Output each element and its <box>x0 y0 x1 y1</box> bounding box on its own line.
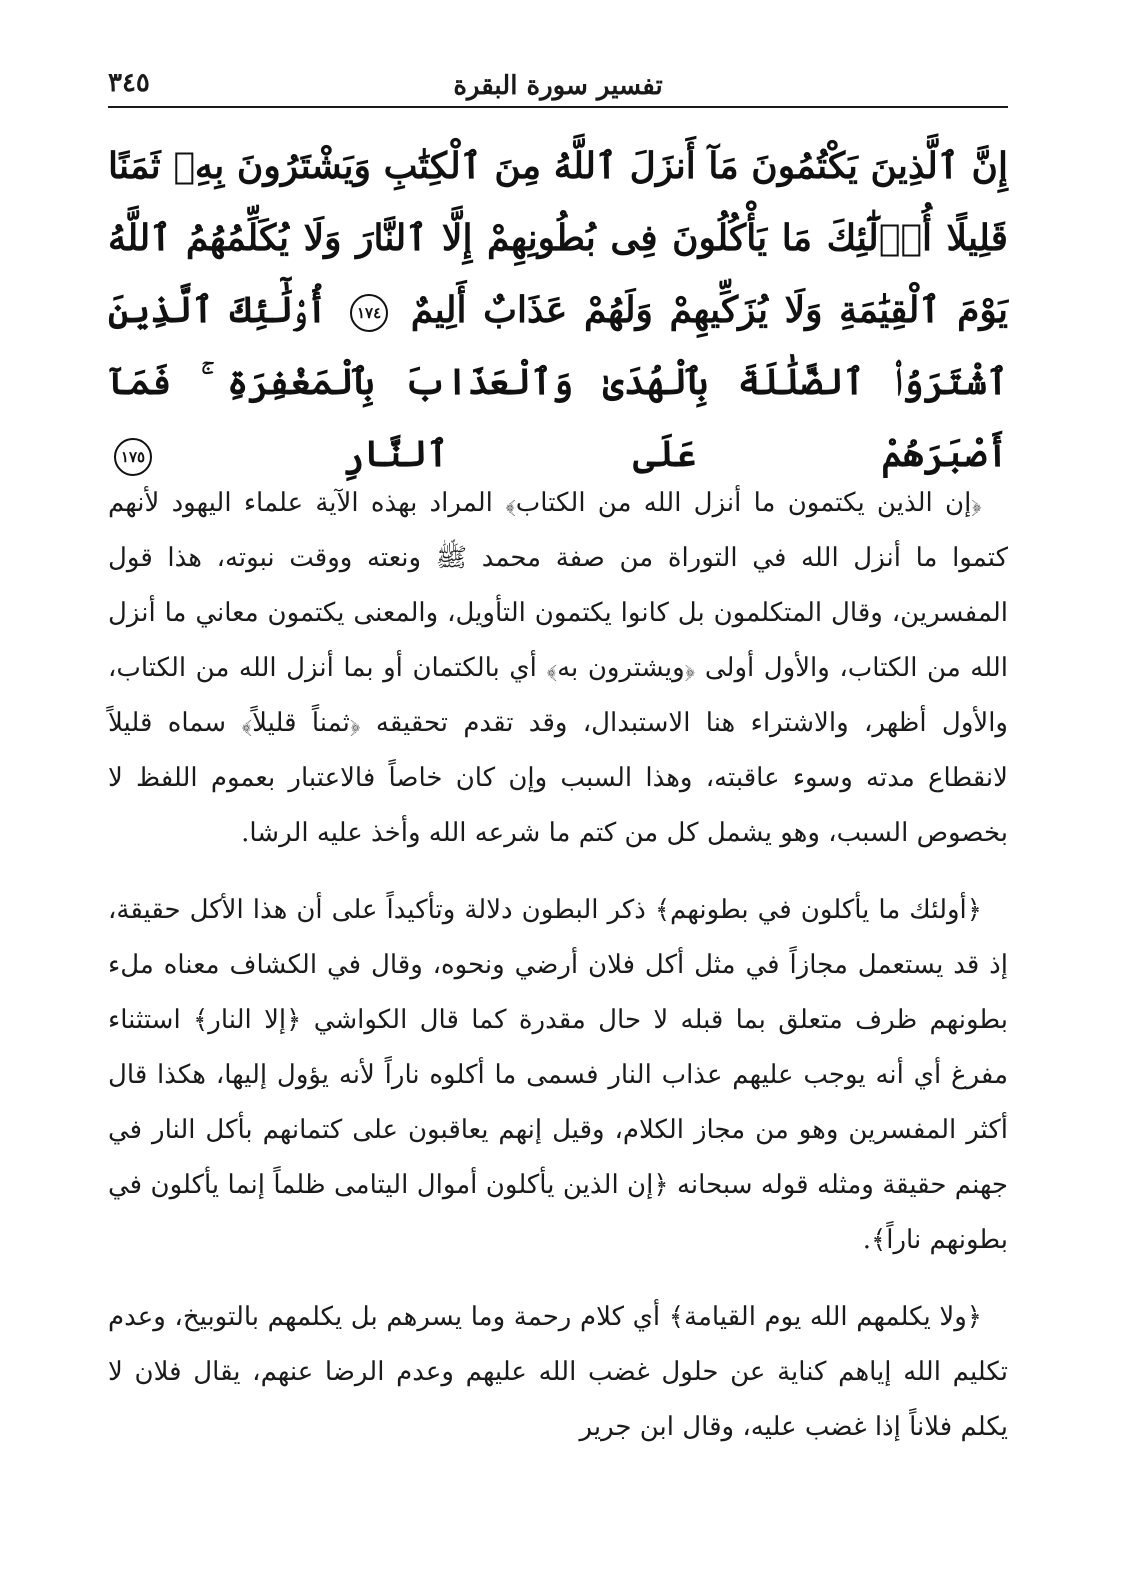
commentary-paragraph: ﴿ولا يكلمهم الله يوم القيامة﴾ أي كلام رحمة وما يسرهم بل يكلمهم بالتوبيخ، وعدم تكليم الله إياهم كناية عن حلول غضب الله عليهم وعدم الرضا عنهم، يقال فلان لا يكلم فلاناً إذا غضب عليه، وقال ابن جرير <box>108 1302 1008 1442</box>
commentary-paragraph: ﴿إن الذين يكتمون ما أنزل الله من الكتاب﴾ المراد بهذه الآية علماء اليهود لأنهم كتموا ما أنزل الله في التوراة من صفة محمد ﷺ ونعته ووقت نبوته، هذا قول المفسرين، وقال المتكلمون بل كانوا يكتمون التأويل، والمعنى يكتمون معاني ما أنزل الله من الكتاب، والأول أولى ﴿ويشترون به﴾ أي بالكتمان أو بما أنزل الله من الكتاب، والأول أظهر، والاشتراء هنا الاستبدال، وقد تقدم تحقيقه ﴿ثمناً قليلاً﴾ سماه قليلاً لانقطاع مدته وسوء عاقبته، وهذا السبب وإن كان خاصاً فالاعتبار بعموم اللفظ لا بخصوص السبب، وهو يشمل كل من كتم ما شرعه الله وأخذ عليه الرشا. <box>108 488 1008 848</box>
page-header <box>108 68 1008 104</box>
header-divider <box>108 106 1008 108</box>
verse-175-text: أُو۟لَٰٓئِكَ ٱلَّذِينَ ٱشْتَرَوُا۟ ٱلضَّلَٰلَةَ بِٱلْهُدَىٰ وَٱلْعَذَابَ بِٱلْمَغْفِرَةِ ۚ فَمَآ أَصْبَرَهُمْ عَلَى ٱلنَّارِ <box>108 289 1008 475</box>
commentary-paragraph: ﴿أولئك ما يأكلون في بطونهم﴾ ذكر البطون دلالة وتأكيداً على أن هذا الأكل حقيقة، إذ قد يستعمل مجازاً في مثل أكل فلان أرضي ونحوه، وقال في الكشاف معناه ملء بطونهم ظرف متعلق بما قبله لا حال مقدرة كما قال الكواشي ﴿إلا النار﴾ استثناء مفرغ أي أنه يوجب عليهم عذاب النار فسمى ما أكلوه ناراً لأنه يؤول إليها، هكذا قال أكثر المفسرين وهو من مجاز الكلام، وقيل إنهم يعاقبون على كتمانهم بأكل النار في جهنم حقيقة ومثله قوله سبحانه ﴿إن الذين يأكلون أموال اليتامى ظلماً إنما يأكلون في بطونهم ناراً﴾. <box>108 895 1008 1255</box>
verse-174-text: إِنَّ ٱلَّذِينَ يَكْتُمُونَ مَآ أَنزَلَ ٱللَّهُ مِنَ ٱلْكِتَٰبِ وَيَشْتَرُونَ بِهِۦ ثَمَنًا قَلِيلًا أُو۟لَٰٓئِكَ مَا يَأْكُلُونَ فِى بُطُونِهِمْ إِلَّا ٱلنَّارَ وَلَا يُكَلِّمُهُمُ ٱللَّهُ يَوْمَ ٱلْقِيَٰمَةِ وَلَا يُزَكِّيهِمْ وَلَهُمْ عَذَابٌ أَلِيمٌ <box>108 145 1008 331</box>
running-title: تفسير سورة البقرة <box>453 71 663 101</box>
commentary-body <box>108 476 1008 1477</box>
quran-verses-block <box>108 130 1008 490</box>
page-number: ٣٤٥ <box>108 68 150 98</box>
ayah-number-marker: ١٧٥ <box>114 438 152 476</box>
ayah-number-marker: ١٧٤ <box>350 294 388 332</box>
verse-text <box>108 130 1008 490</box>
